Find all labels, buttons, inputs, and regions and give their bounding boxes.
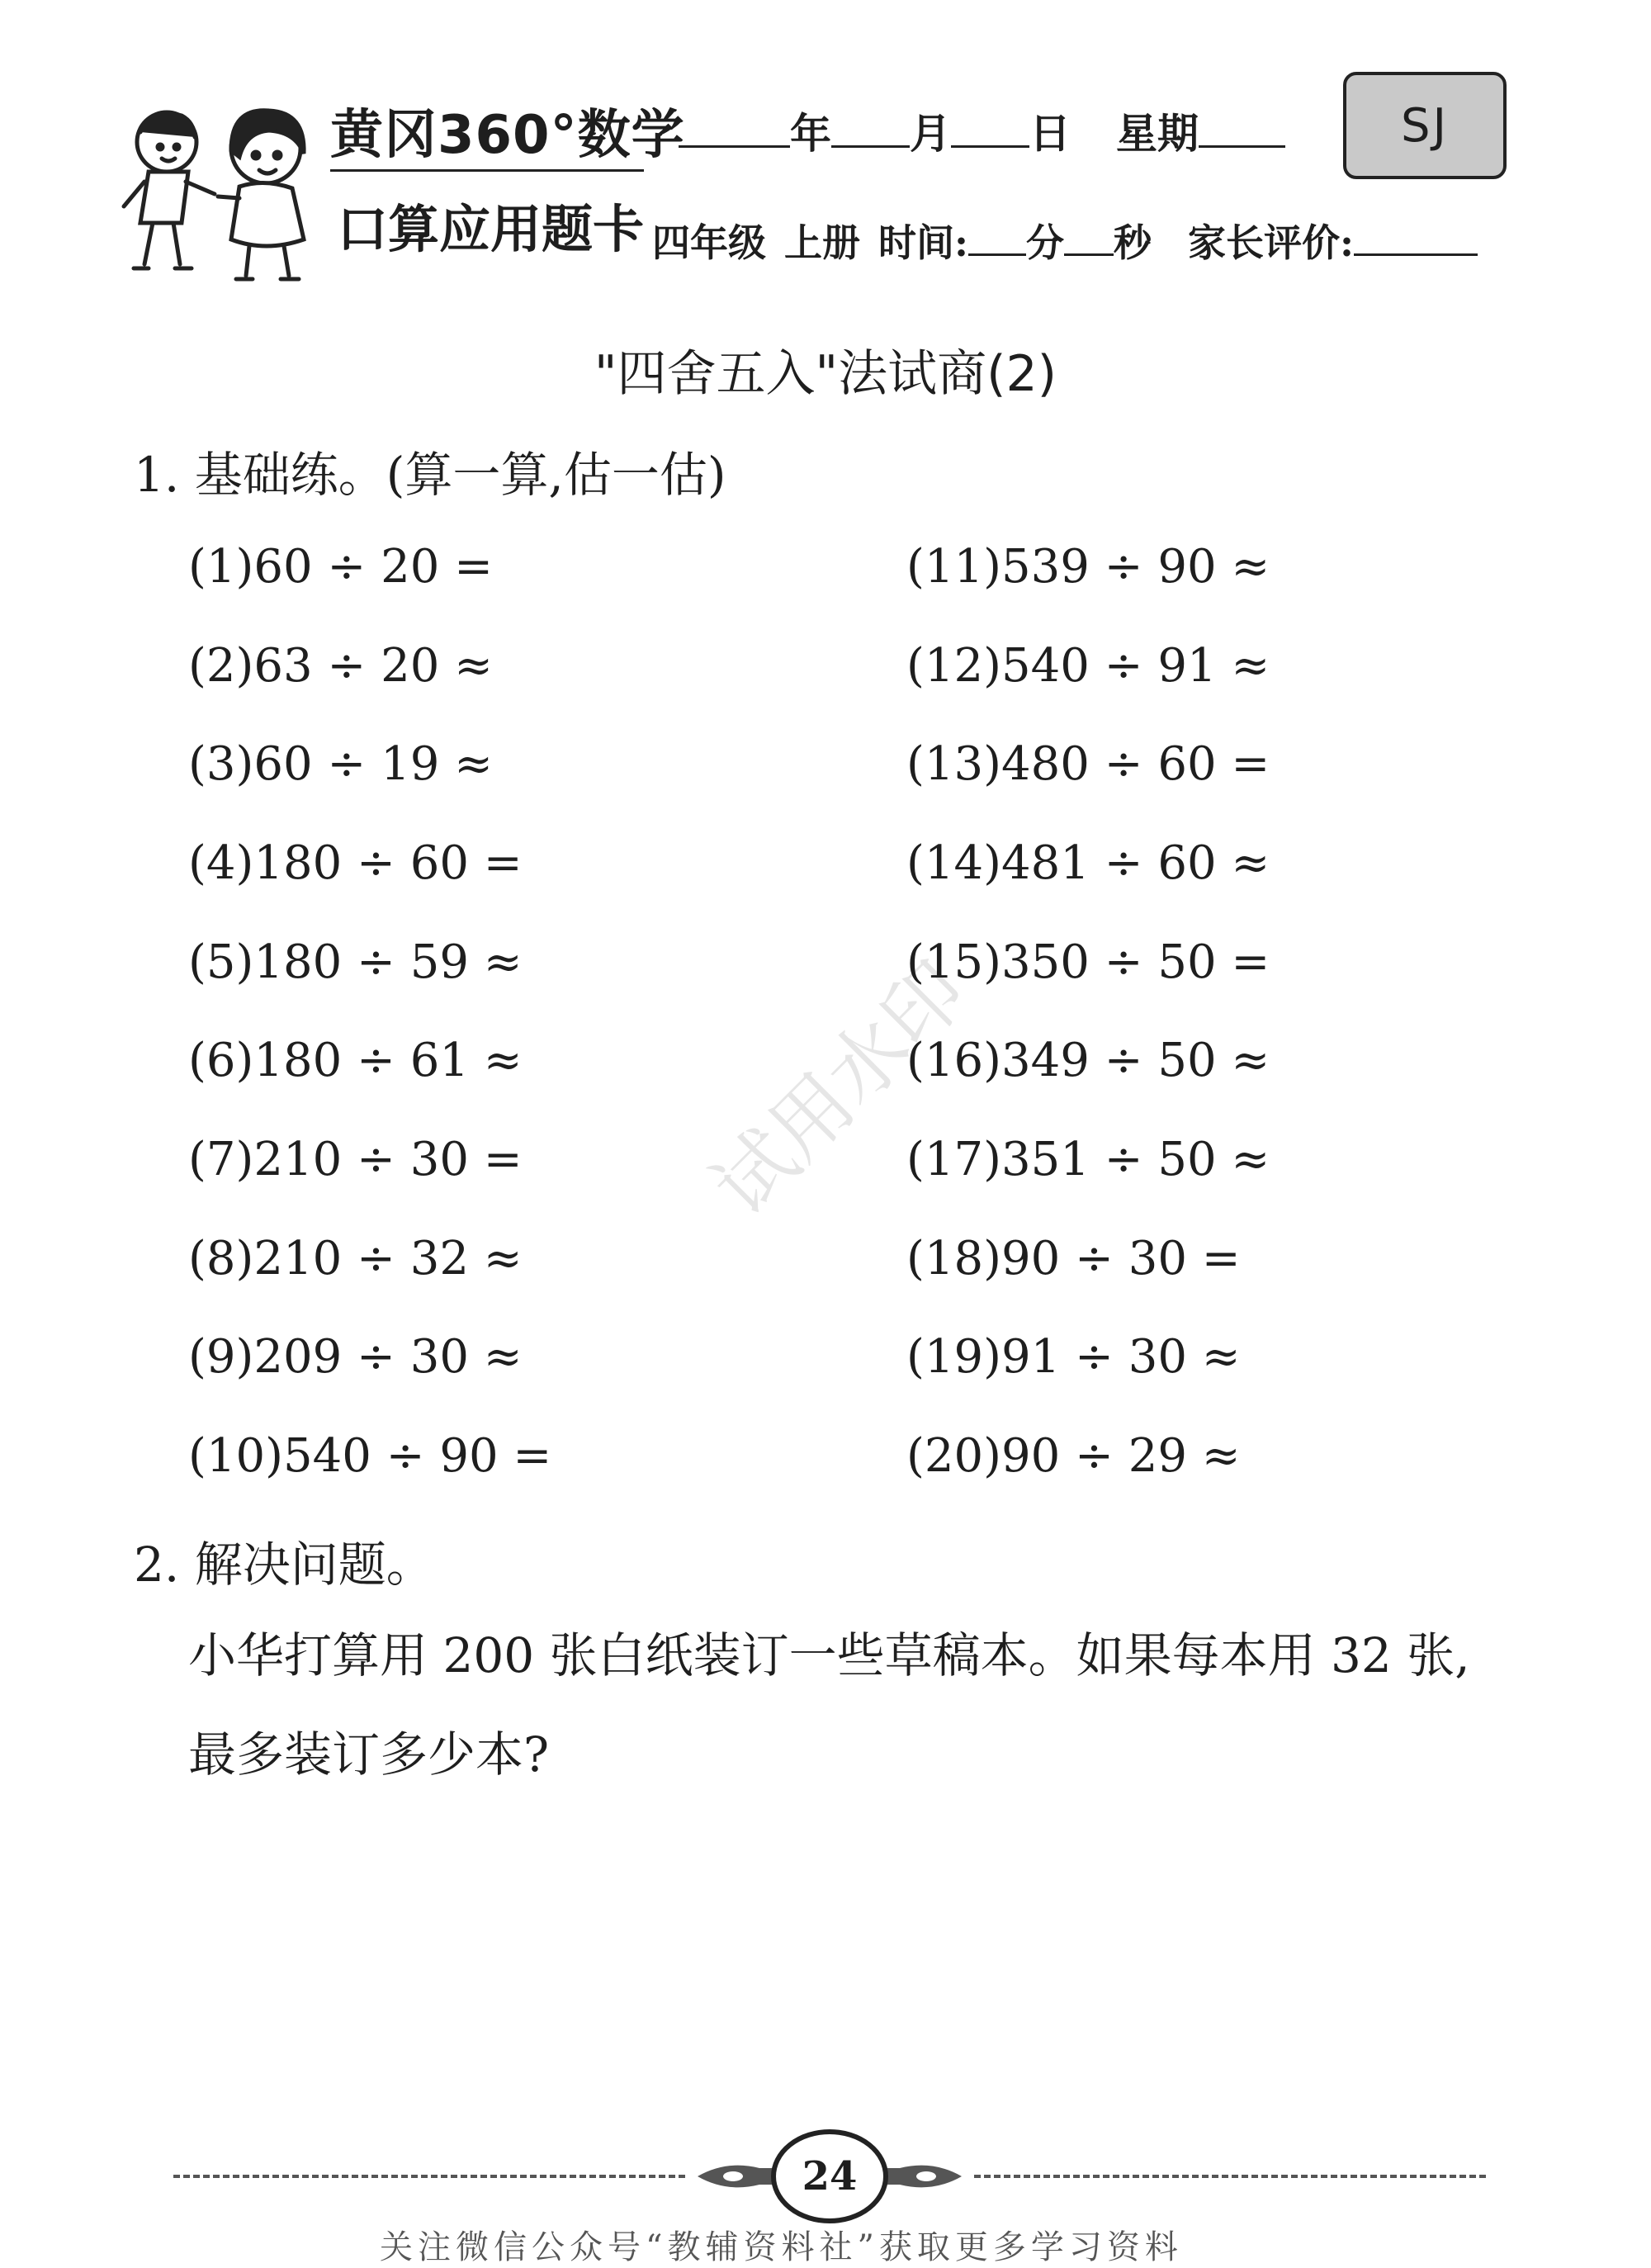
kids-mascot-illustration	[116, 99, 338, 289]
exercise-item-18: (18)90 ÷ 30 =	[906, 1232, 1241, 1286]
exercise-item-14: (14)481 ÷ 60 ≈	[906, 836, 1270, 890]
watermark: 试用水印	[694, 944, 985, 1234]
exercise-item-8: (8)210 ÷ 32 ≈	[188, 1232, 523, 1286]
footer-note: 关注微信公众号“教辅资料社”获取更多学习资料	[380, 2228, 1183, 2266]
year-blank[interactable]	[679, 107, 790, 148]
minute-blank[interactable]	[968, 215, 1026, 256]
year-label: 年	[790, 109, 831, 158]
exercise-item-2: (2)63 ÷ 20 ≈	[188, 639, 494, 693]
word-problem-line-2: 最多装订多少本?	[188, 1726, 550, 1783]
section-2-heading: 2. 解决问题。	[134, 1536, 434, 1593]
day-blank[interactable]	[951, 107, 1029, 148]
exercise-item-19: (19)91 ÷ 30 ≈	[906, 1330, 1241, 1384]
exercise-item-17: (17)351 ÷ 50 ≈	[906, 1133, 1270, 1186]
section-1-heading: 1. 基础练。(算一算,估一估)	[134, 447, 726, 503]
exercise-item-10: (10)540 ÷ 90 =	[188, 1429, 552, 1483]
grade-label: 四年级	[652, 220, 766, 265]
volume-label: 上册	[784, 220, 860, 265]
exercise-item-12: (12)540 ÷ 91 ≈	[906, 639, 1270, 693]
page-title: "四舍五入"法试商(2)	[594, 345, 1057, 403]
month-blank[interactable]	[831, 107, 910, 148]
exercise-item-20: (20)90 ÷ 29 ≈	[906, 1429, 1241, 1483]
parent-eval-label: 家长评价:	[1187, 220, 1354, 265]
brand-subtitle: 口算应用题卡	[337, 199, 645, 259]
exercise-item-7: (7)210 ÷ 30 =	[188, 1133, 523, 1186]
exercise-item-16: (16)349 ÷ 50 ≈	[906, 1034, 1270, 1087]
exercise-item-13: (13)480 ÷ 60 =	[906, 737, 1270, 791]
exercise-item-9: (9)209 ÷ 30 ≈	[188, 1330, 523, 1384]
footer-divider-left	[173, 2175, 685, 2178]
exercise-item-1: (1)60 ÷ 20 =	[188, 540, 494, 594]
exercise-item-15: (15)350 ÷ 50 =	[906, 935, 1270, 989]
exercise-item-5: (5)180 ÷ 59 ≈	[188, 935, 523, 989]
edition-badge: SJ	[1343, 72, 1507, 179]
date-fill-line	[679, 101, 1285, 160]
parent-eval-blank[interactable]	[1354, 215, 1478, 256]
weekday-blank[interactable]	[1199, 107, 1285, 148]
brand-divider	[330, 169, 644, 172]
exercise-item-6: (6)180 ÷ 61 ≈	[188, 1034, 523, 1087]
grade-info-line	[652, 213, 1478, 268]
footer-divider-right	[974, 2175, 1486, 2178]
month-label: 月	[910, 109, 951, 158]
day-label: 日	[1029, 109, 1071, 158]
brand-title: 黄冈360°数学	[330, 105, 685, 166]
second-blank[interactable]	[1064, 215, 1114, 256]
weekday-label: 星期	[1116, 109, 1199, 158]
exercise-item-11: (11)539 ÷ 90 ≈	[906, 540, 1270, 594]
time-label: 时间:	[878, 220, 968, 265]
exercise-item-4: (4)180 ÷ 60 =	[188, 836, 523, 890]
exercise-item-3: (3)60 ÷ 19 ≈	[188, 737, 494, 791]
minute-label: 分	[1025, 220, 1064, 265]
second-label: 秒	[1113, 220, 1152, 265]
word-problem-line-1: 小华打算用 200 张白纸装订一些草稿本。如果每本用 32 张,	[188, 1627, 1470, 1683]
page-number: 24	[802, 2153, 858, 2199]
